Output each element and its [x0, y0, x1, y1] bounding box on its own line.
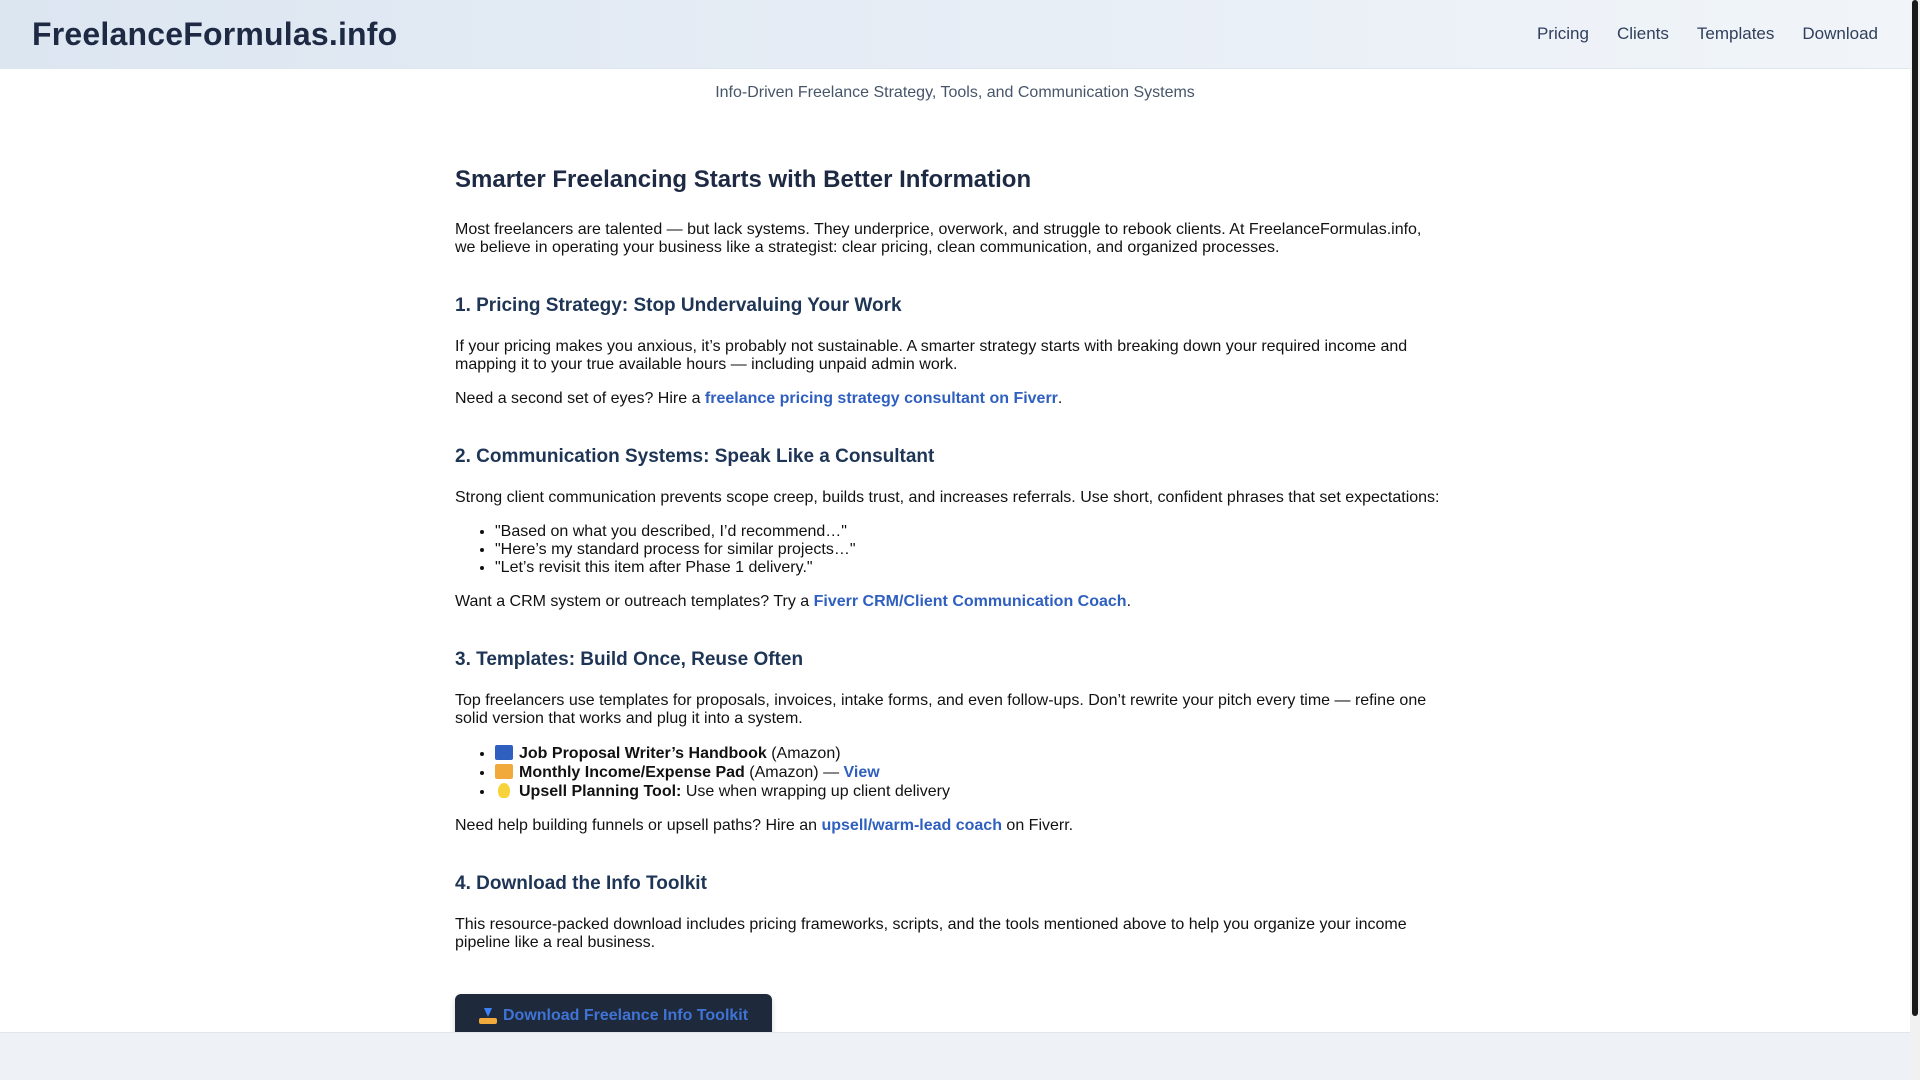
download-icon	[479, 1008, 497, 1024]
list-item	[495, 763, 1445, 782]
book-icon	[495, 745, 513, 760]
cta-text: Need help building funnels or upsell paths? Hire an	[455, 817, 822, 834]
tool-note: (Amazon)	[766, 745, 841, 762]
section-cta	[455, 390, 1445, 408]
list-item: • "Based on what you described, I’d recommend…"	[495, 523, 1445, 541]
cta-text: .	[1126, 593, 1132, 610]
intro-paragraph: Most freelancers are talented — but lack systems. They underprice, overwork, and struggle to rebook clients. At FreelanceFormulas.info, we believe in operating your business like a strategist: clear pricing, clean communication, and organized processes.	[455, 221, 1422, 256]
list-item: • "Let’s revisit this item after Phase 1 delivery."	[495, 559, 1445, 577]
tagline: Info-Driven Freelance Strategy, Tools, and Communication Systems	[715, 84, 1195, 101]
section-communication	[455, 446, 1445, 611]
section-body: This resource-packed download includes pricing frameworks, scripts, and the tools mentioned above to help you organize your income pipeline like a real business.	[455, 916, 1407, 951]
tool-note: (Amazon) —	[744, 764, 844, 781]
main-content	[455, 166, 1445, 1038]
section-heading: 4. Download the Info Toolkit	[455, 873, 707, 894]
site-header	[0, 0, 1910, 69]
tool-note: Use when wrapping up client delivery	[681, 783, 950, 800]
page-scrollbar[interactable]	[1910, 0, 1920, 1080]
upsell-coach-link[interactable]: upsell/warm-lead coach	[821, 817, 1002, 834]
cta-text: Need a second set of eyes? Hire a	[455, 390, 705, 407]
lightbulb-icon	[498, 783, 510, 798]
nav-pricing[interactable]: Pricing	[1536, 24, 1589, 43]
section-heading: 1. Pricing Strategy: Stop Undervaluing Your Work	[455, 295, 902, 316]
section-cta	[455, 593, 1445, 611]
main-nav	[1537, 24, 1878, 44]
section-download	[455, 873, 1445, 952]
phrase-list	[455, 523, 1445, 577]
tool-name: Monthly Income/Expense Pad	[519, 764, 745, 781]
cta-text: Want a CRM system or outreach templates? Try a	[455, 593, 814, 610]
scrollbar-thumb[interactable]	[1912, 0, 1918, 1016]
tool-name: Upsell Planning Tool:	[519, 783, 682, 800]
nav-clients[interactable]: Clients	[1616, 24, 1669, 43]
tool-name: Job Proposal Writer’s Handbook	[519, 745, 767, 762]
pricing-consultant-link[interactable]: freelance pricing strategy consultant on Fiverr	[704, 390, 1058, 407]
list-item	[495, 744, 1445, 763]
nav-download[interactable]: Download	[1802, 24, 1878, 43]
section-heading: 3. Templates: Build Once, Reuse Often	[455, 649, 804, 670]
section-cta	[455, 817, 1445, 835]
tools-list	[455, 744, 1445, 801]
section-body: Strong client communication prevents scope creep, builds trust, and increases referrals. Use short, confident phrases that set expectations:	[455, 489, 1440, 506]
cta-text: on Fiverr.	[1001, 817, 1074, 834]
section-body: If your pricing makes you anxious, it’s probably not sustainable. A smarter strategy starts with breaking down your required income and mapping it to your true available hours — including unpaid admin work.	[455, 338, 1408, 373]
section-templates	[455, 649, 1445, 835]
download-button-label: Download Freelance Info Toolkit	[503, 1007, 749, 1024]
nav-templates[interactable]: Templates	[1696, 24, 1775, 43]
site-logo[interactable]: FreelanceFormulas.info	[32, 15, 398, 52]
notepad-icon	[495, 764, 513, 779]
cta-text: .	[1057, 390, 1063, 407]
list-item: • "Here’s my standard process for similar projects…"	[495, 541, 1445, 559]
list-item	[495, 782, 1445, 801]
page-title: Smarter Freelancing Starts with Better Information	[455, 166, 1032, 193]
section-heading: 2. Communication Systems: Speak Like a Consultant	[455, 446, 935, 467]
crm-coach-link[interactable]: Fiverr CRM/Client Communication Coach	[813, 593, 1127, 610]
site-footer	[0, 1032, 1910, 1080]
section-pricing	[455, 295, 1445, 408]
section-body: Top freelancers use templates for proposals, invoices, intake forms, and even follow-ups. Don’t rewrite your pitch every time — refine one solid version that works and plug it into a system.	[455, 692, 1427, 727]
view-link[interactable]: View	[843, 764, 880, 781]
